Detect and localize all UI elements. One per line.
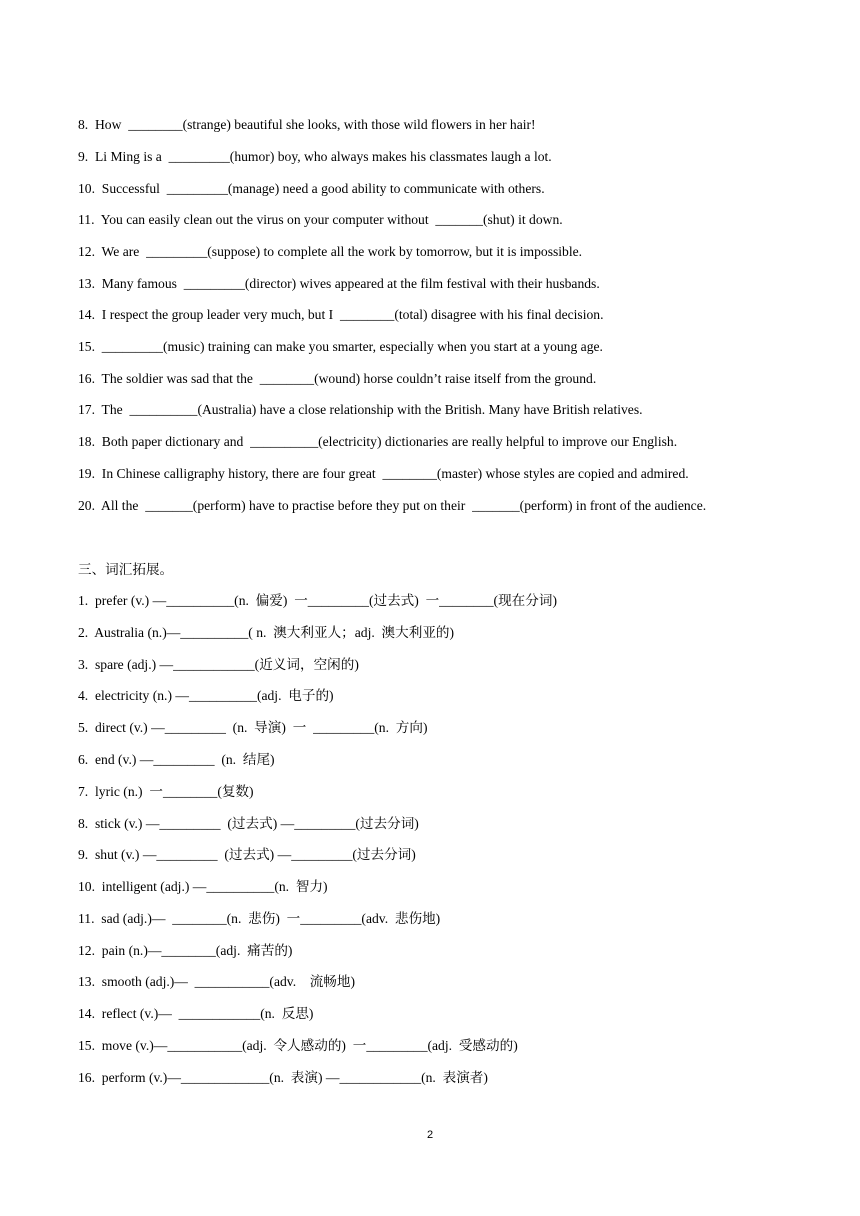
vocab-item-3: 3. spare (adj.) —____________(近义词，空闲的) — [78, 657, 359, 672]
vocab-item-8: 8. stick (v.) —_________ (过去式) —_________(过去分词) — [78, 816, 419, 831]
exercise-item-15: 15. _________(music) training can make you smarter, especially when you start at a young age. — [78, 339, 603, 354]
exercise-item-8: 8. How ________(strange) beautiful she looks, with those wild flowers in her hair! — [78, 117, 536, 132]
exercise-item-13: 13. Many famous _________(director) wives appeared at the film festival with their husbands. — [78, 276, 600, 291]
vocab-item-10: 10. intelligent (adj.) —__________(n. 智力) — [78, 879, 328, 894]
exercise-item-12: 12. We are _________(suppose) to complete all the work by tomorrow, but it is impossible. — [78, 244, 583, 259]
exercise-item-16: 16. The soldier was sad that the ________(wound) horse couldn’t raise itself from the ground. — [78, 371, 597, 386]
exercise-item-18: 18. Both paper dictionary and __________(electricity) dictionaries are really helpful to improve our English. — [78, 434, 678, 449]
exercise-item-11: 11. You can easily clean out the virus on your computer without _______(shut) it down. — [78, 212, 563, 227]
vocab-item-12: 12. pain (n.)—________(adj. 痛苦的) — [78, 943, 293, 958]
page-number: 2 — [426, 1129, 434, 1141]
vocab-item-15: 15. move (v.)—___________(adj. 令人感动的) 一_________(adj. 受感动的) — [78, 1038, 518, 1053]
vocab-item-11: 11. sad (adj.)— ________(n. 悲伤) 一_________(adv. 悲伤地) — [78, 911, 441, 926]
vocab-item-7: 7. lyric (n.) 一________(复数) — [78, 784, 254, 799]
exercise-item-19: 19. In Chinese calligraphy history, there are four great ________(master) whose styles are copied and admired. — [78, 466, 689, 481]
vocab-item-13: 13. smooth (adj.)— ___________(adv. 流畅地) — [78, 974, 356, 989]
exercise-item-10: 10. Successful _________(manage) need a good ability to communicate with others. — [78, 181, 545, 196]
vocab-item-14: 14. reflect (v.)— ____________(n. 反思) — [78, 1006, 314, 1021]
section-title-vocabulary-expansion: 三、词汇拓展。 — [78, 562, 174, 577]
vocab-item-9: 9. shut (v.) —_________ (过去式) —_________(过去分词) — [78, 847, 416, 862]
exercise-item-17: 17. The __________(Australia) have a close relationship with the British. Many have British relatives. — [78, 402, 643, 417]
vocab-item-4: 4. electricity (n.) —__________(adj. 电子的) — [78, 688, 334, 703]
vocab-item-6: 6. end (v.) —_________ (n. 结尾) — [78, 752, 275, 767]
vocab-item-16: 16. perform (v.)—_____________(n. 表演) —____________(n. 表演者) — [78, 1070, 488, 1085]
vocab-item-2: 2. Australia (n.)—__________( n. 澳大利亚人；adj. 澳大利亚的) — [78, 625, 455, 640]
exercise-item-14: 14. I respect the group leader very much, but I ________(total) disagree with his final decision. — [78, 307, 604, 322]
vocab-item-5: 5. direct (v.) —_________ (n. 导演) 一 _________(n. 方向) — [78, 720, 428, 735]
vocab-item-1: 1. prefer (v.) —__________(n. 偏爱) 一_________(过去式) 一________(现在分词) — [78, 593, 557, 608]
exercise-item-9: 9. Li Ming is a _________(humor) boy, who always makes his classmates laugh a lot. — [78, 149, 552, 164]
exercise-item-20: 20. All the _______(perform) have to practise before they put on their _______(perform) in front of the audience. — [78, 498, 707, 513]
